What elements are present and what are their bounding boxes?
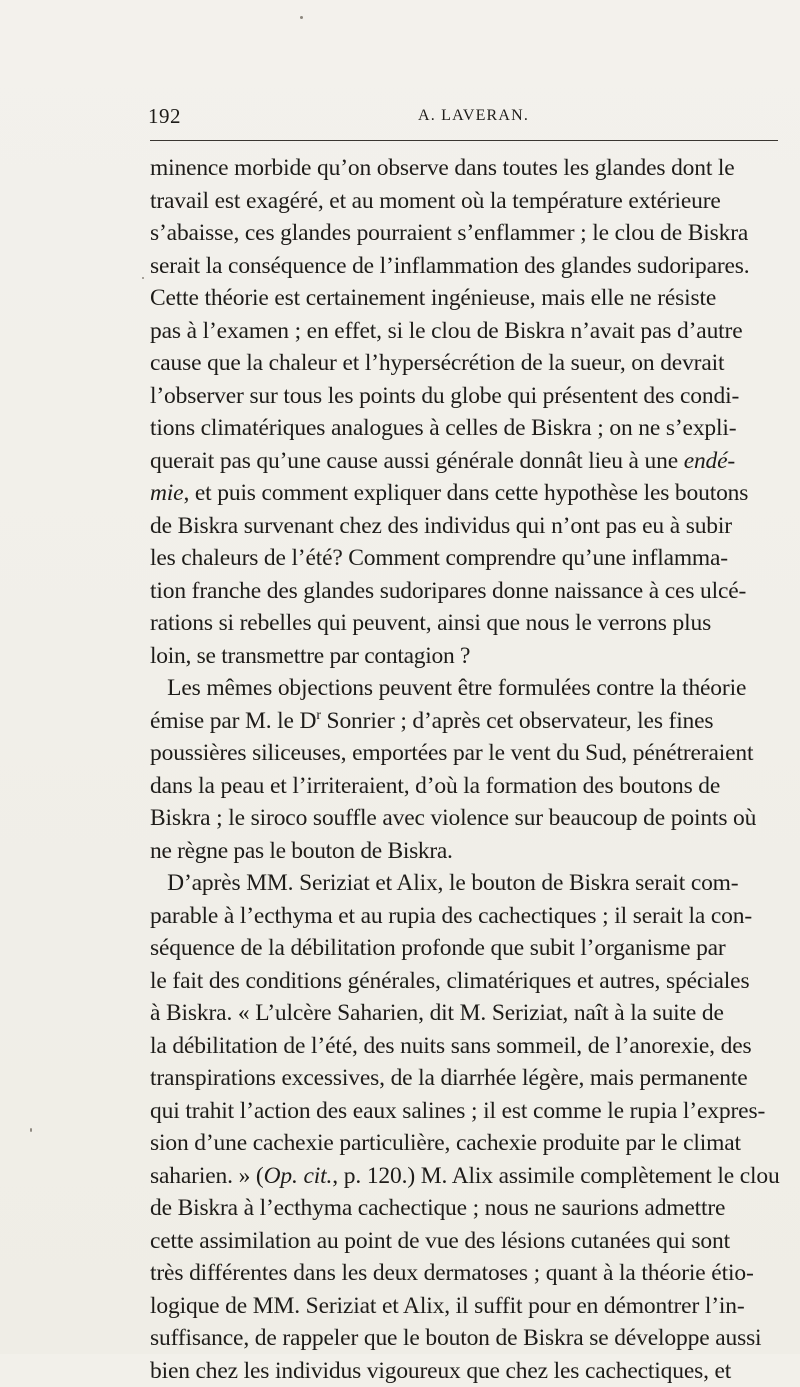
text-line xyxy=(150,1062,790,1095)
text-line xyxy=(150,1160,790,1193)
text-line xyxy=(150,802,790,835)
text-segment: qui trahit l’action des eaux salines ; il est comme le rupia l’expres- xyxy=(150,1098,765,1124)
text-line xyxy=(150,965,790,998)
text-segment: Cette théorie est certainement ingénieuse, mais elle ne résiste xyxy=(150,285,716,311)
text-segment: l’observer sur tous les points du globe qui présentent des condi- xyxy=(150,383,739,409)
text-line xyxy=(150,250,790,283)
text-segment: sion d’une cachexie particulière, cachexie produite par le climat xyxy=(150,1130,741,1156)
text-segment: transpirations excessives, de la diarrhée légère, mais permanente xyxy=(150,1065,747,1091)
superscript-text: r xyxy=(316,708,321,723)
body-text xyxy=(150,152,790,1387)
text-line xyxy=(150,1225,790,1258)
text-segment: bien chez les individus vigoureux que chez les cachectiques, et xyxy=(150,1358,731,1384)
text-segment: rations si rebelles qui peuvent, ainsi que nous le verrons plus xyxy=(150,610,711,636)
text-segment: parable à l’ecthyma et au rupia des cachectiques ; il serait la con- xyxy=(150,903,752,929)
text-line xyxy=(150,1322,790,1355)
text-segment: travail est exagéré, et au moment où la température extérieure xyxy=(150,188,721,214)
text-line xyxy=(150,1355,790,1387)
text-segment: les chaleurs de l’été? Comment comprendre qu’une inflamma- xyxy=(150,545,728,571)
text-segment: de Biskra survenant chez des individus qui n’ont pas eu à subir xyxy=(150,513,732,539)
text-line xyxy=(150,835,790,868)
text-segment: séquence de la débilitation profonde que subit l’organisme par xyxy=(150,935,726,961)
text-line xyxy=(150,1127,790,1160)
paper-speck xyxy=(300,16,303,19)
text-line xyxy=(150,412,790,445)
text-segment: émise par M. le D xyxy=(150,708,316,734)
text-segment: saharien. » ( xyxy=(150,1163,264,1189)
paper-speck xyxy=(30,1128,32,1132)
text-segment: tion franche des glandes sudoripares donne naissance à ces ulcé- xyxy=(150,578,746,604)
text-line xyxy=(150,510,790,543)
text-segment: querait pas qu’une cause aussi générale donnât lieu à une xyxy=(150,448,684,474)
text-line xyxy=(150,315,790,348)
page-number: 192 xyxy=(148,104,181,129)
text-segment: cause que la chaleur et l’hypersécrétion de la sueur, on devrait xyxy=(150,350,724,376)
text-line xyxy=(150,1290,790,1323)
text-segment: suffisance, de rappeler que le bouton de Biskra se développe aussi xyxy=(150,1325,761,1351)
text-segment: à Biskra. « L’ulcère Saharien, dit M. Seriziat, naît à la suite de xyxy=(150,1000,724,1026)
text-segment: minence morbide qu’on observe dans toutes les glandes dont le xyxy=(150,155,735,181)
text-line xyxy=(150,867,790,900)
text-segment: le fait des conditions générales, climatériques et autres, spéciales xyxy=(150,968,749,994)
text-segment: dans la peau et l’irriteraient, d’où la formation des boutons de xyxy=(150,773,720,799)
text-line xyxy=(150,900,790,933)
text-line xyxy=(150,152,790,185)
text-segment: tions climatériques analogues à celles de Biskra ; on ne s’expli- xyxy=(150,415,736,441)
text-line xyxy=(150,932,790,965)
text-segment: pas à l’examen ; en effet, si le clou de Biskra n’avait pas d’autre xyxy=(150,318,743,344)
text-line xyxy=(150,380,790,413)
italic-text: mie xyxy=(150,480,183,506)
text-segment: Les mêmes objections peuvent être formulées contre la théorie xyxy=(150,675,746,701)
running-title: A. LAVERAN. xyxy=(418,107,529,125)
text-segment: serait la conséquence de l’inflammation des glandes sudoripares. xyxy=(150,253,750,279)
text-line xyxy=(150,477,790,510)
text-segment: logique de MM. Seriziat et Alix, il suffit pour en démontrer l’in- xyxy=(150,1293,745,1319)
text-line xyxy=(150,575,790,608)
text-segment: ne règne pas le bouton de Biskra. xyxy=(150,838,453,864)
text-segment: poussières siliceuses, emportées par le vent du Sud, pénétreraient xyxy=(150,740,753,766)
text-segment: Biskra ; le siroco souffle avec violence sur beaucoup de points où xyxy=(150,805,756,831)
text-segment: , p. 120.) M. Alix assimile complètement le clou xyxy=(332,1163,779,1189)
text-segment: s’abaisse, ces glandes pourraient s’enflammer ; le clou de Biskra xyxy=(150,220,748,246)
text-segment: , et puis comment expliquer dans cette hypothèse les boutons xyxy=(183,480,748,506)
header-rule xyxy=(150,140,778,141)
text-line xyxy=(150,705,790,738)
text-line xyxy=(150,185,790,218)
text-segment: loin, se transmettre par contagion ? xyxy=(150,643,470,669)
text-segment: cette assimilation au point de vue des lésions cutanées qui sont xyxy=(150,1228,730,1254)
text-segment: Sonrier ; d’après cet observateur, les fines xyxy=(321,708,714,734)
text-line xyxy=(150,542,790,575)
text-line xyxy=(150,1192,790,1225)
text-segment: D’après MM. Seriziat et Alix, le bouton de Biskra serait com- xyxy=(150,870,738,896)
text-line xyxy=(150,640,790,673)
paper-speck xyxy=(142,277,144,279)
text-line xyxy=(150,607,790,640)
text-line xyxy=(150,997,790,1030)
text-segment: la débilitation de l’été, des nuits sans sommeil, de l’anorexie, des xyxy=(150,1033,752,1059)
italic-text: endé- xyxy=(684,448,735,474)
text-line xyxy=(150,737,790,770)
text-line xyxy=(150,1030,790,1063)
text-segment: très différentes dans les deux dermatoses ; quant à la théorie étio- xyxy=(150,1260,754,1286)
text-line xyxy=(150,347,790,380)
italic-text: Op. cit. xyxy=(264,1163,333,1189)
running-head xyxy=(148,104,778,134)
text-line xyxy=(150,282,790,315)
text-line xyxy=(150,445,790,478)
text-line xyxy=(150,1257,790,1290)
text-segment: de Biskra à l’ecthyma cachectique ; nous ne saurions admettre xyxy=(150,1195,725,1221)
text-line xyxy=(150,217,790,250)
text-line xyxy=(150,770,790,803)
text-line xyxy=(150,672,790,705)
text-line xyxy=(150,1095,790,1128)
